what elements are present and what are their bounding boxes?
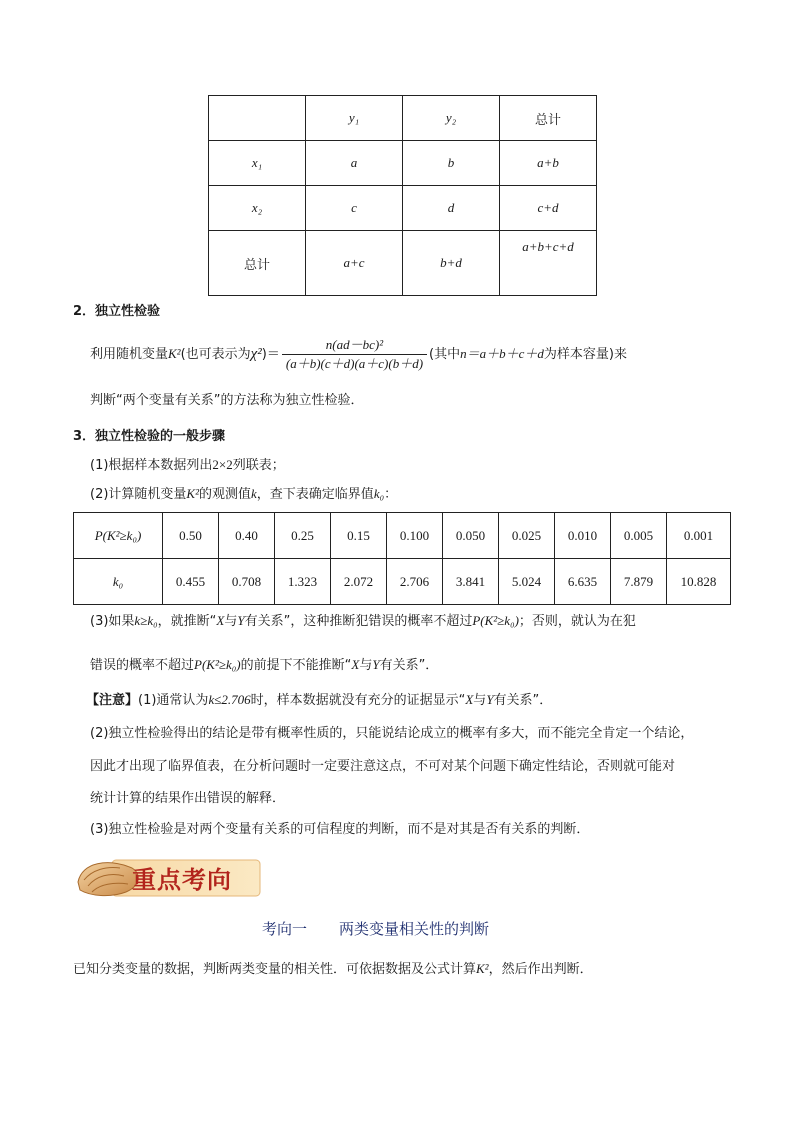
section-heading: 2．独立性检验 <box>73 304 161 319</box>
step-line <box>90 455 285 476</box>
table-cell: y₁ <box>306 96 403 141</box>
text: 已知分类变量的数据，判断两类变量的相关性．可依据数据及公式计算 <box>73 962 477 977</box>
math: X <box>465 692 474 707</box>
text-line <box>73 959 593 980</box>
table-cell: 1.323 <box>275 559 331 605</box>
banner-title: 重点考向 <box>132 865 232 894</box>
table-cell: a+c <box>306 231 403 296</box>
math: k₀ <box>373 486 385 501</box>
table-cell: 0.40 <box>219 513 275 559</box>
text: (1)根据样本数据列出 <box>90 458 213 473</box>
math: P(K²≥k₀) <box>194 657 241 672</box>
text: 有关系”，这种推断犯错误的概率不超过 <box>244 614 473 629</box>
note-line: 因此才出现了临界值表，在分析问题时一定要注意这点，不可对某个问题下确定性结论，否则就可能对 <box>90 759 676 774</box>
text: 列联表； <box>232 458 285 473</box>
text: 时，样本数据就没有充分的证据显示“ <box>250 693 466 708</box>
text: 的观测值 <box>199 487 252 502</box>
note-line <box>86 690 552 711</box>
table-cell: 0.050 <box>443 513 499 559</box>
table-cell: 5.024 <box>499 559 555 605</box>
step-line <box>90 484 397 505</box>
math: n＝a＋b＋c＋d <box>460 346 544 361</box>
table-cell: a <box>306 141 403 186</box>
table-cell: a+b+c+d <box>500 231 597 296</box>
text: (2)计算随机变量 <box>90 487 187 502</box>
table-cell <box>209 96 306 141</box>
critical-value-table <box>73 512 731 605</box>
table-cell: 0.010 <box>555 513 611 559</box>
step-line <box>90 655 438 676</box>
table-cell: y₂ <box>403 96 500 141</box>
direction-label: 考向一 <box>262 920 308 938</box>
text: 与 <box>473 693 487 708</box>
table-cell: 0.001 <box>667 513 731 559</box>
table-cell: d <box>403 186 500 231</box>
table-cell: 总计 <box>209 231 306 296</box>
table-cell: 总计 <box>500 96 597 141</box>
table-cell: P(K²≥k₀) <box>74 513 163 559</box>
table-cell: 0.708 <box>219 559 275 605</box>
table-cell: 0.025 <box>499 513 555 559</box>
math: k <box>251 486 257 501</box>
table-cell: c <box>306 186 403 231</box>
text: 有关系”． <box>493 693 553 708</box>
math: k≤2.706 <box>208 692 251 707</box>
table-cell: 0.25 <box>275 513 331 559</box>
note-line: (3)独立性检验是对两个变量有关系的可信程度的判断，而不是对其是否有关系的判断． <box>90 822 590 837</box>
chi-square-fraction <box>282 336 427 373</box>
table-cell: a+b <box>500 141 597 186</box>
table-row <box>209 231 597 296</box>
table-cell: 2.072 <box>331 559 387 605</box>
math: Y <box>372 657 380 672</box>
text: ，然后作出判断． <box>488 962 593 977</box>
table-row <box>74 559 731 605</box>
table-cell: x₁ <box>209 141 306 186</box>
text: 有关系”． <box>379 658 439 673</box>
math: k≥k₀ <box>134 613 158 628</box>
table-cell: 7.879 <box>611 559 667 605</box>
text: 错误的概率不超过 <box>90 658 195 673</box>
text: ： <box>384 487 398 502</box>
text: (也可表示为 <box>180 347 251 362</box>
table-cell: c+d <box>500 186 597 231</box>
math: Y <box>237 613 245 628</box>
table-cell: 0.50 <box>163 513 219 559</box>
fraction-denominator: (a＋b)(c＋d)(a＋c)(b＋d) <box>285 356 424 371</box>
table-cell: b <box>403 141 500 186</box>
text: ；否则，就认为在犯 <box>518 614 636 629</box>
math: 2×2 <box>212 457 233 472</box>
math: K² <box>476 961 489 976</box>
table-row <box>209 96 597 141</box>
text: 与 <box>224 614 238 629</box>
step-line <box>90 611 636 632</box>
text: 利用随机变量 <box>90 347 169 362</box>
math: X <box>216 613 225 628</box>
table-cell: 0.455 <box>163 559 219 605</box>
text-line: 判断“两个变量有关系”的方法称为独立性检验． <box>90 393 364 408</box>
note-label: 【注意】 <box>86 693 139 708</box>
table-cell: k₀ <box>74 559 163 605</box>
text: 为样本容量)来 <box>543 347 627 362</box>
table-cell: x₂ <box>209 186 306 231</box>
note-line: 统计计算的结果作出错误的解释． <box>90 791 286 806</box>
note-line: (2)独立性检验得出的结论是带有概率性质的，只能说结论成立的概率有多大，而不能完全肯定一个结论， <box>90 726 694 741</box>
table-cell: 0.100 <box>387 513 443 559</box>
text: (1)通常认为 <box>138 693 209 708</box>
text: (其中 <box>429 347 461 362</box>
table-cell: 3.841 <box>443 559 499 605</box>
text: ，查下表确定临界值 <box>256 487 374 502</box>
text: )＝ <box>261 347 280 362</box>
table-row <box>209 141 597 186</box>
table-cell: 0.005 <box>611 513 667 559</box>
table-cell: 6.635 <box>555 559 611 605</box>
direction-name: 两类变量相关性的判断 <box>339 920 490 938</box>
table-cell: b+d <box>403 231 500 296</box>
math: P(K²≥k₀) <box>472 613 519 628</box>
math: χ² <box>250 346 262 362</box>
table-cell: 0.15 <box>331 513 387 559</box>
text: (3)如果 <box>90 614 135 629</box>
table-row <box>209 186 597 231</box>
direction-title <box>262 918 489 939</box>
table-cell: 2.706 <box>387 559 443 605</box>
section-heading: 3．独立性检验的一般步骤 <box>73 429 226 444</box>
table-row <box>74 513 731 559</box>
math: K² <box>186 486 199 501</box>
fraction-numerator: n(ad－bc)² <box>282 336 427 355</box>
math: Y <box>486 692 494 707</box>
math: K² <box>168 346 181 361</box>
text: ，就推断“ <box>157 614 217 629</box>
math: X <box>351 657 360 672</box>
text: 与 <box>359 658 373 673</box>
text: 的前提下不能推断“ <box>240 658 352 673</box>
table-cell: 10.828 <box>667 559 731 605</box>
contingency-table <box>208 95 597 296</box>
formula-line <box>90 336 627 373</box>
